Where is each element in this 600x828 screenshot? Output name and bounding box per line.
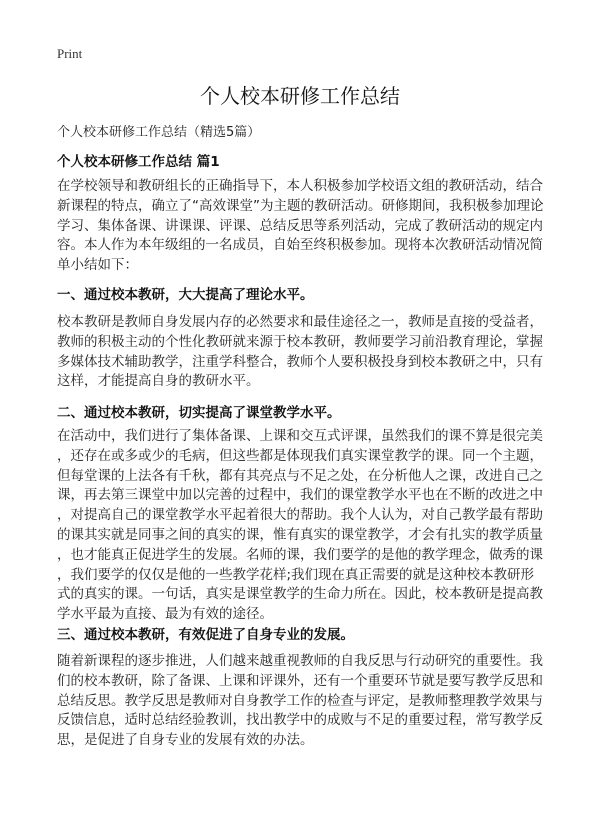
paragraph-line: 教师的积极主动的个性化教研就来源于校本教研，教师要学习前沿教育理论，掌握 <box>57 333 543 350</box>
paragraph-line: 随着新课程的逐步推进，人们越来越重视教师的自我反思与行动研究的重要性。我 <box>57 653 543 669</box>
paragraph <box>57 427 577 625</box>
section-heading: 三、通过校本教研，有效促进了自身专业的发展。 <box>57 627 354 643</box>
paragraph-line: 学水平最为直接、最为有效的途径。 <box>57 606 273 623</box>
paragraph-line: 课，再去第三课堂中加以完善的过程中，我们的课堂教学水平也在不断的改进之中 <box>57 487 543 504</box>
paragraph-line: 思，是促进了自身专业的发展有效的办法。 <box>57 732 314 749</box>
paragraph-line: 的课其实就是同事之间的真实的课，惟有真实的课堂教学，才会有扎实的教学质量 <box>57 526 543 543</box>
paragraph-line: 们的校本教研，除了备课、上课和评课外，还有一个重要环节就是要写教学反思和 <box>57 672 543 689</box>
page-title: 个人校本研修工作总结 <box>200 84 400 108</box>
paragraph-line: 学习、集体备课、讲课课、评课、总结反思等系列活动，完成了教研活动的规定内 <box>57 217 543 234</box>
paragraph <box>57 652 577 751</box>
print-link[interactable]: Print <box>57 46 83 61</box>
paragraph-line: 新课程的特点，确立了“高效课堂”为主题的教研活动。研修期间，我积极参加理论 <box>57 197 544 214</box>
paragraph <box>57 313 577 392</box>
paragraph-line: 容。本人作为本年级组的一名成员，自始至终积极参加。现将本次教研活动情况简 <box>57 237 543 254</box>
section-heading: 一、通过校本教研，大大提高了理论水平。 <box>57 287 314 303</box>
paragraph-line: 校本教研是教师自身发展内存的必然要求和最佳途径之一，教师是直接的受益者， <box>57 314 543 330</box>
paragraph-line: 多媒体技术辅助教学，注重学科整合，教师个人要积极投身到校本教研之中，只有 <box>57 353 543 370</box>
paragraph-line: 单小结如下： <box>57 257 138 274</box>
paragraph-line: 这样，才能提高自身的教研水平。 <box>57 373 260 390</box>
paragraph-line: 但每堂课的上法各有千秋，都有其亮点与不足之处，在分析他人之课，改进自己之 <box>57 467 543 484</box>
paragraph-line: 反馈信息，适时总结经验教训，找出教学中的成败与不足的重要过程，常写教学反 <box>57 712 543 729</box>
section-heading: 二、通过校本教研，切实提高了课堂教学水平。 <box>57 405 341 421</box>
paragraph <box>57 177 577 276</box>
paragraph-line: ，还存在或多或少的毛病，但这些都是体现我们真实课堂教学的课。同一个主题， <box>57 447 543 464</box>
paragraph-line: ，对提高自己的课堂教学水平起着很大的帮助。我个人认为，对自己教学最有帮助 <box>57 507 543 524</box>
paragraph-line: ，我们要学的仅仅是他的一些教学花样;我们现在真正需要的就是这种校本教研形 <box>57 566 535 583</box>
paragraph-line: 总结反思。教学反思是教师对自身教学工作的检查与评定，是教师整理教学效果与 <box>57 692 543 709</box>
article-heading: 个人校本研修工作总结 篇1 <box>57 154 220 170</box>
paragraph-line: ，也才能真正促进学生的发展。名师的课，我们要学的是他的教学理念，做秀的课 <box>57 546 543 563</box>
paragraph-line: 在学校领导和教研组长的正确指导下，本人积极参加学校语文组的教研活动，结合 <box>57 178 543 194</box>
paragraph-line: 式的真实的课。一句话，真实是课堂教学的生命力所在。因此，校本教研是提高教 <box>57 586 543 603</box>
subtitle: 个人校本研修工作总结（精选5篇） <box>57 125 261 140</box>
paragraph-line: 在活动中，我们进行了集体备课、上课和交互式评课，虽然我们的课不算是很完美 <box>57 428 543 444</box>
